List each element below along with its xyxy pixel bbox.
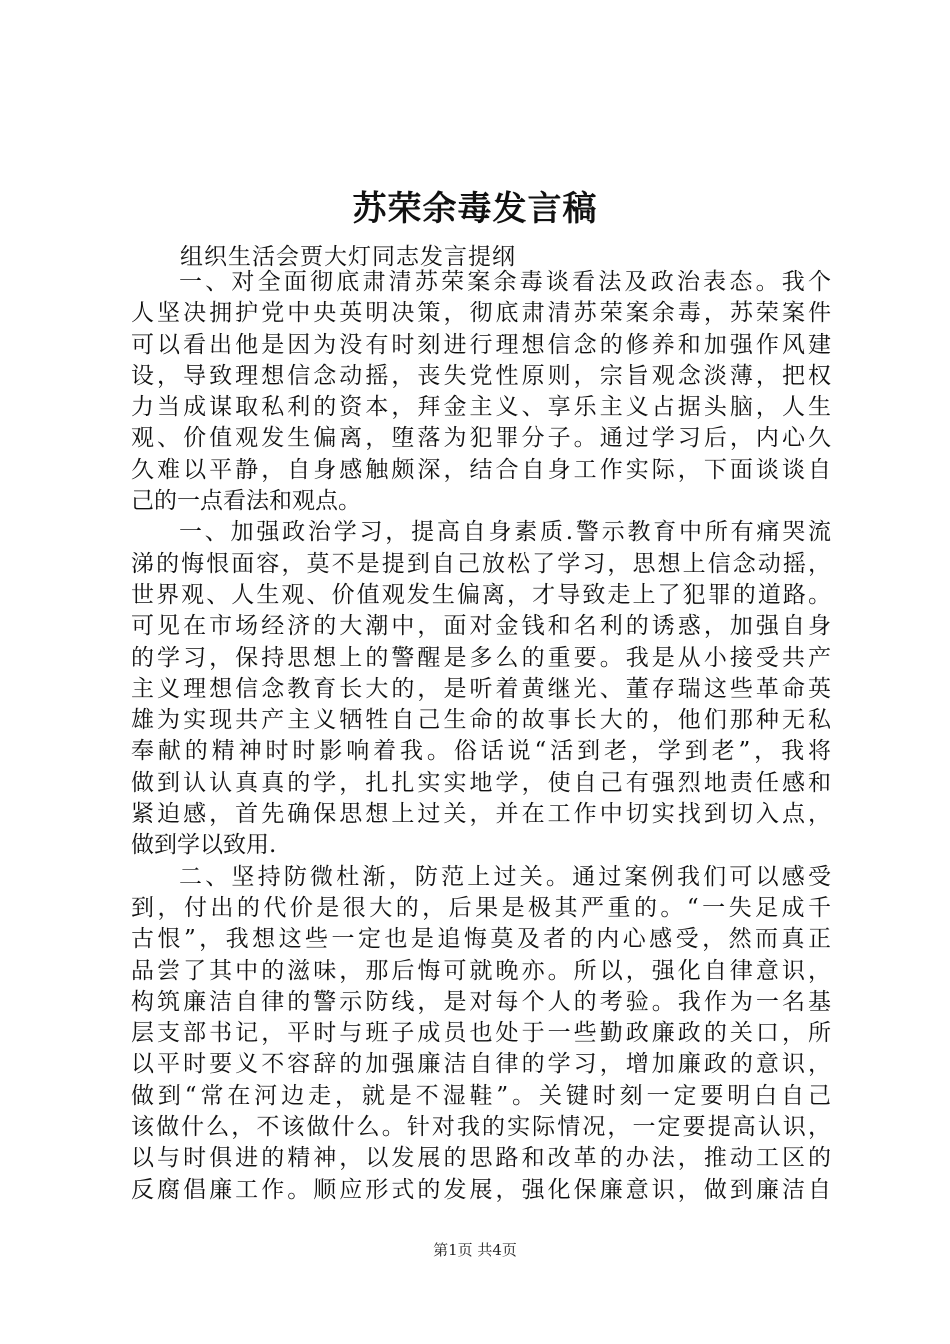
body-line: 人坚决拥护党中央英明决策，彻底肃清苏荣案余毒，苏荣案件 bbox=[131, 300, 831, 327]
body-line: 二、坚持防微杜渐，防范上过关。通过案例我们可以感受 bbox=[179, 863, 831, 890]
body-line: 做到“常在河边走，就是不湿鞋”。关键时刻一定要明白自己 bbox=[131, 1082, 831, 1109]
document-title: 苏荣余毒发言稿 bbox=[352, 189, 598, 229]
body-line: 奉献的精神时时影响着我。俗话说“活到老，学到老”，我将 bbox=[131, 738, 831, 765]
body-line: 力当成谋取私利的资本，拜金主义、享乐主义占据头脑，人生 bbox=[131, 394, 831, 421]
body-line: 涕的悔恨面容，莫不是提到自己放松了学习，思想上信念动摇， bbox=[131, 550, 831, 577]
body-line: 久难以平静，自身感触颇深，结合自身工作实际，下面谈谈自 bbox=[131, 456, 831, 483]
body-line: 构筑廉洁自律的警示防线，是对每个人的考验。我作为一名基 bbox=[131, 988, 831, 1015]
body-line: 层支部书记，平时与班子成员也处于一些勤政廉政的关口，所 bbox=[131, 1020, 831, 1047]
document-subtitle: 组织生活会贾大灯同志发言提纲 bbox=[180, 244, 516, 270]
body-line: 紧迫感，首先确保思想上过关，并在工作中切实找到切入点， bbox=[131, 801, 831, 828]
body-line: 做到认认真真的学，扎扎实实地学，使自己有强烈地责任感和 bbox=[131, 769, 831, 796]
body-line: 设，导致理想信念动摇，丧失党性原则，宗旨观念淡薄，把权 bbox=[131, 362, 831, 389]
body-line: 品尝了其中的滋味，那后悔可就晚亦。所以，强化自律意识， bbox=[131, 957, 831, 984]
body-line: 该做什么，不该做什么。针对我的实际情况，一定要提高认识， bbox=[131, 1114, 831, 1141]
page-footer: 第1页 共4页 bbox=[433, 1241, 517, 1259]
body-line: 可见在市场经济的大潮中，面对金钱和名利的诱惑，加强自身 bbox=[131, 613, 831, 640]
body-line: 古恨”，我想这些一定也是追悔莫及者的内心感受，然而真正 bbox=[131, 926, 831, 953]
body-line: 可以看出他是因为没有时刻进行理想信念的修养和加强作风建 bbox=[131, 331, 831, 358]
body-line: 反腐倡廉工作。顺应形式的发展，强化保廉意识，做到廉洁自 bbox=[131, 1176, 831, 1203]
body-line: 雄为实现共产主义牺牲自己生命的故事长大的，他们那种无私 bbox=[131, 707, 831, 734]
body-line: 观、价值观发生偏离，堕落为犯罪分子。通过学习后，内心久 bbox=[131, 425, 831, 452]
body-line: 以平时要义不容辞的加强廉洁自律的学习，增加廉政的意识， bbox=[131, 1051, 831, 1078]
body-line: 以与时俱进的精神，以发展的思路和改革的办法，推动工区的 bbox=[131, 1145, 831, 1172]
body-line: 的学习，保持思想上的警醒是多么的重要。我是从小接受共产 bbox=[131, 644, 831, 671]
body-line: 主义理想信念教育长大的，是听着黄继光、董存瑞这些革命英 bbox=[131, 675, 831, 702]
body-line: 世界观、人生观、价值观发生偏离，才导致走上了犯罪的道路。 bbox=[131, 581, 831, 608]
body-line: 一、加强政治学习，提高自身素质.警示教育中所有痛哭流 bbox=[179, 519, 831, 546]
body-line: 到，付出的代价是很大的，后果是极其严重的。“一失足成千 bbox=[131, 894, 831, 921]
document-body bbox=[131, 267, 831, 1206]
body-line: 己的一点看法和观点。 bbox=[131, 488, 361, 515]
body-line: 做到学以致用. bbox=[131, 832, 277, 859]
body-line: 一、对全面彻底肃清苏荣案余毒谈看法及政治表态。我个 bbox=[179, 269, 831, 295]
